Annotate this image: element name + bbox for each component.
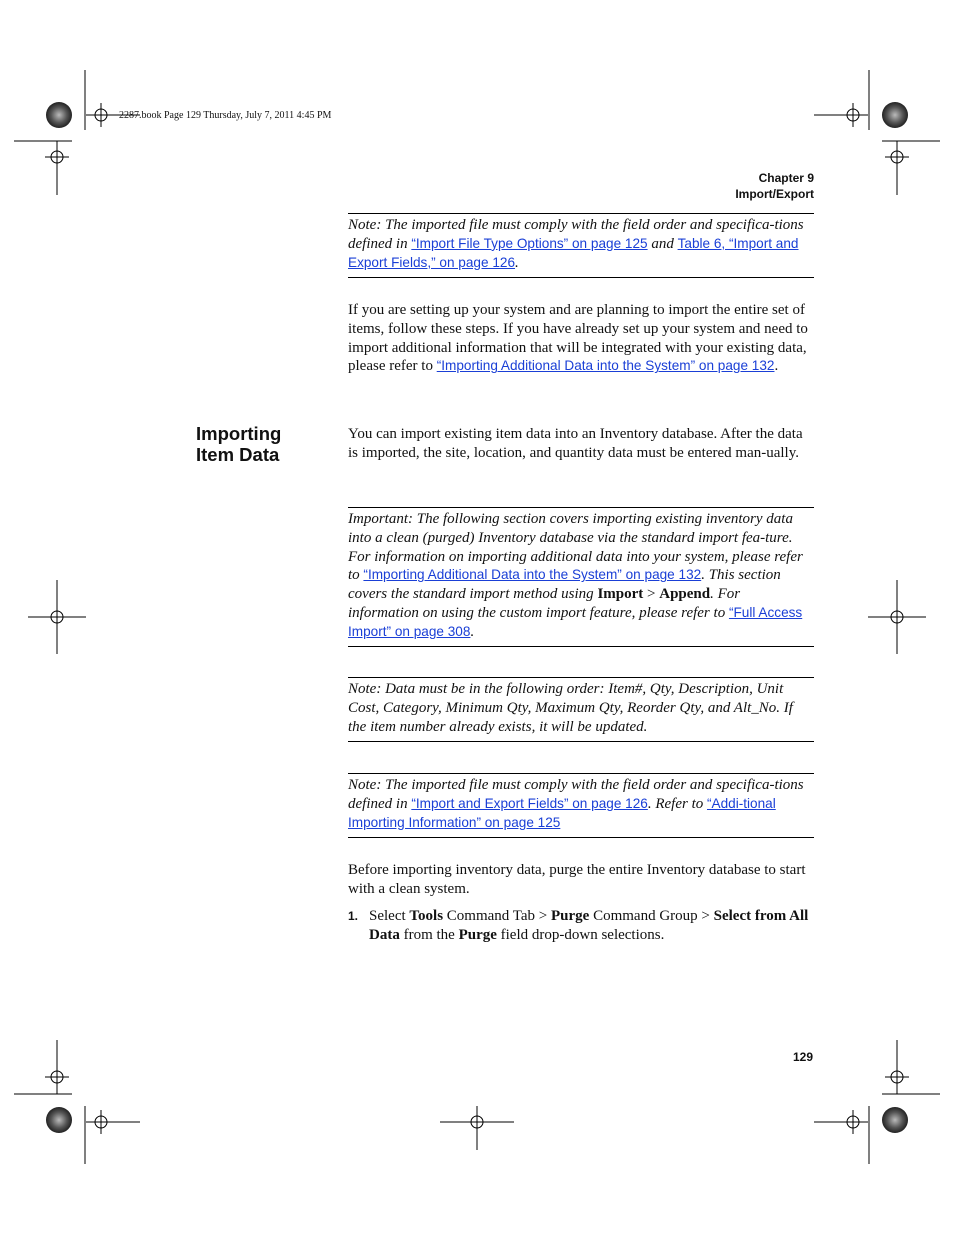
- section-label: Import/Export: [735, 187, 814, 201]
- book-info: 2287.book Page 129 Thursday, July 7, 2011 4:45 PM: [119, 110, 332, 121]
- link-table-6[interactable]: Table 6, “Import and Export Fields,” on page 126: [348, 235, 799, 270]
- section-heading: Importing Item Data: [196, 423, 282, 465]
- important-box: Important: The following section covers importing existing inventory data into a clean (purged) Inventory database via the standard import fea-ture. For information on importing additional data into your system, please refer to “Importing Additional Data into the System” on page 132. This section covers the standard import method using Import > Append. For information on using the custom import feature, please refer to “Full Access Import” on page 308.: [348, 511, 803, 640]
- divider: [348, 646, 814, 647]
- divider: [348, 837, 814, 838]
- chapter-label: Chapter 9: [758, 171, 814, 185]
- note-box: Note: The imported file must comply with the field order and specifica-tions defined in “Import File Type Options” on page 125 and Table 6, “Import and Export Fields,” on page 126.: [348, 217, 804, 271]
- link-importing-additional-data[interactable]: “Importing Additional Data into the System” on page 132: [436, 358, 775, 374]
- divider: [348, 773, 814, 774]
- note-box: Note: Data must be in the following order: Item#, Qty, Description, Unit Cost, Category, Minimum Qty, Maximum Qty, Reorder Qty, and Alt_No. If the item number already exists, it will be updated.: [348, 681, 793, 735]
- intro-paragraph: If you are setting up your system and are planning to import the entire set of items, follow these steps. If you have already set up your system and need to import additional information that will be integrated with your existing data, please refer to “Importing Additional Data into the System” on page 132.: [348, 302, 808, 375]
- section-paragraph: You can import existing item data into an Inventory database. After the data is imported, the site, location, and quantity data must be entered man-ually.: [348, 426, 803, 461]
- page-number: 129: [793, 1050, 814, 1064]
- divider: [348, 213, 814, 214]
- note-box: Note: The imported file must comply with the field order and specifica-tions defined in “Import and Export Fields” on page 126. Refer to “Addi-tional Importing Information” on page 125: [348, 777, 804, 830]
- divider: [348, 677, 814, 678]
- link-import-export-fields[interactable]: “Import and Export Fields” on page 126: [411, 795, 648, 811]
- step-number: 1.: [348, 909, 359, 923]
- divider: [348, 507, 814, 508]
- link-importing-additional-data[interactable]: “Importing Additional Data into the System” on page 132: [363, 567, 702, 583]
- divider: [348, 277, 814, 278]
- step-text: Select Tools Command Tab > Purge Command Group > Select from All Data from the Purge field drop-down selections.: [369, 908, 809, 943]
- divider: [348, 741, 814, 742]
- link-import-file-type-options[interactable]: “Import File Type Options” on page 125: [411, 235, 648, 251]
- link-additional-importing-info[interactable]: “Addi-tional Importing Information” on page 125: [348, 795, 776, 830]
- link-full-access-import[interactable]: “Full Access Import” on page 308: [348, 604, 803, 639]
- before-paragraph: Before importing inventory data, purge the entire Inventory database to start with a clean system.: [348, 862, 806, 897]
